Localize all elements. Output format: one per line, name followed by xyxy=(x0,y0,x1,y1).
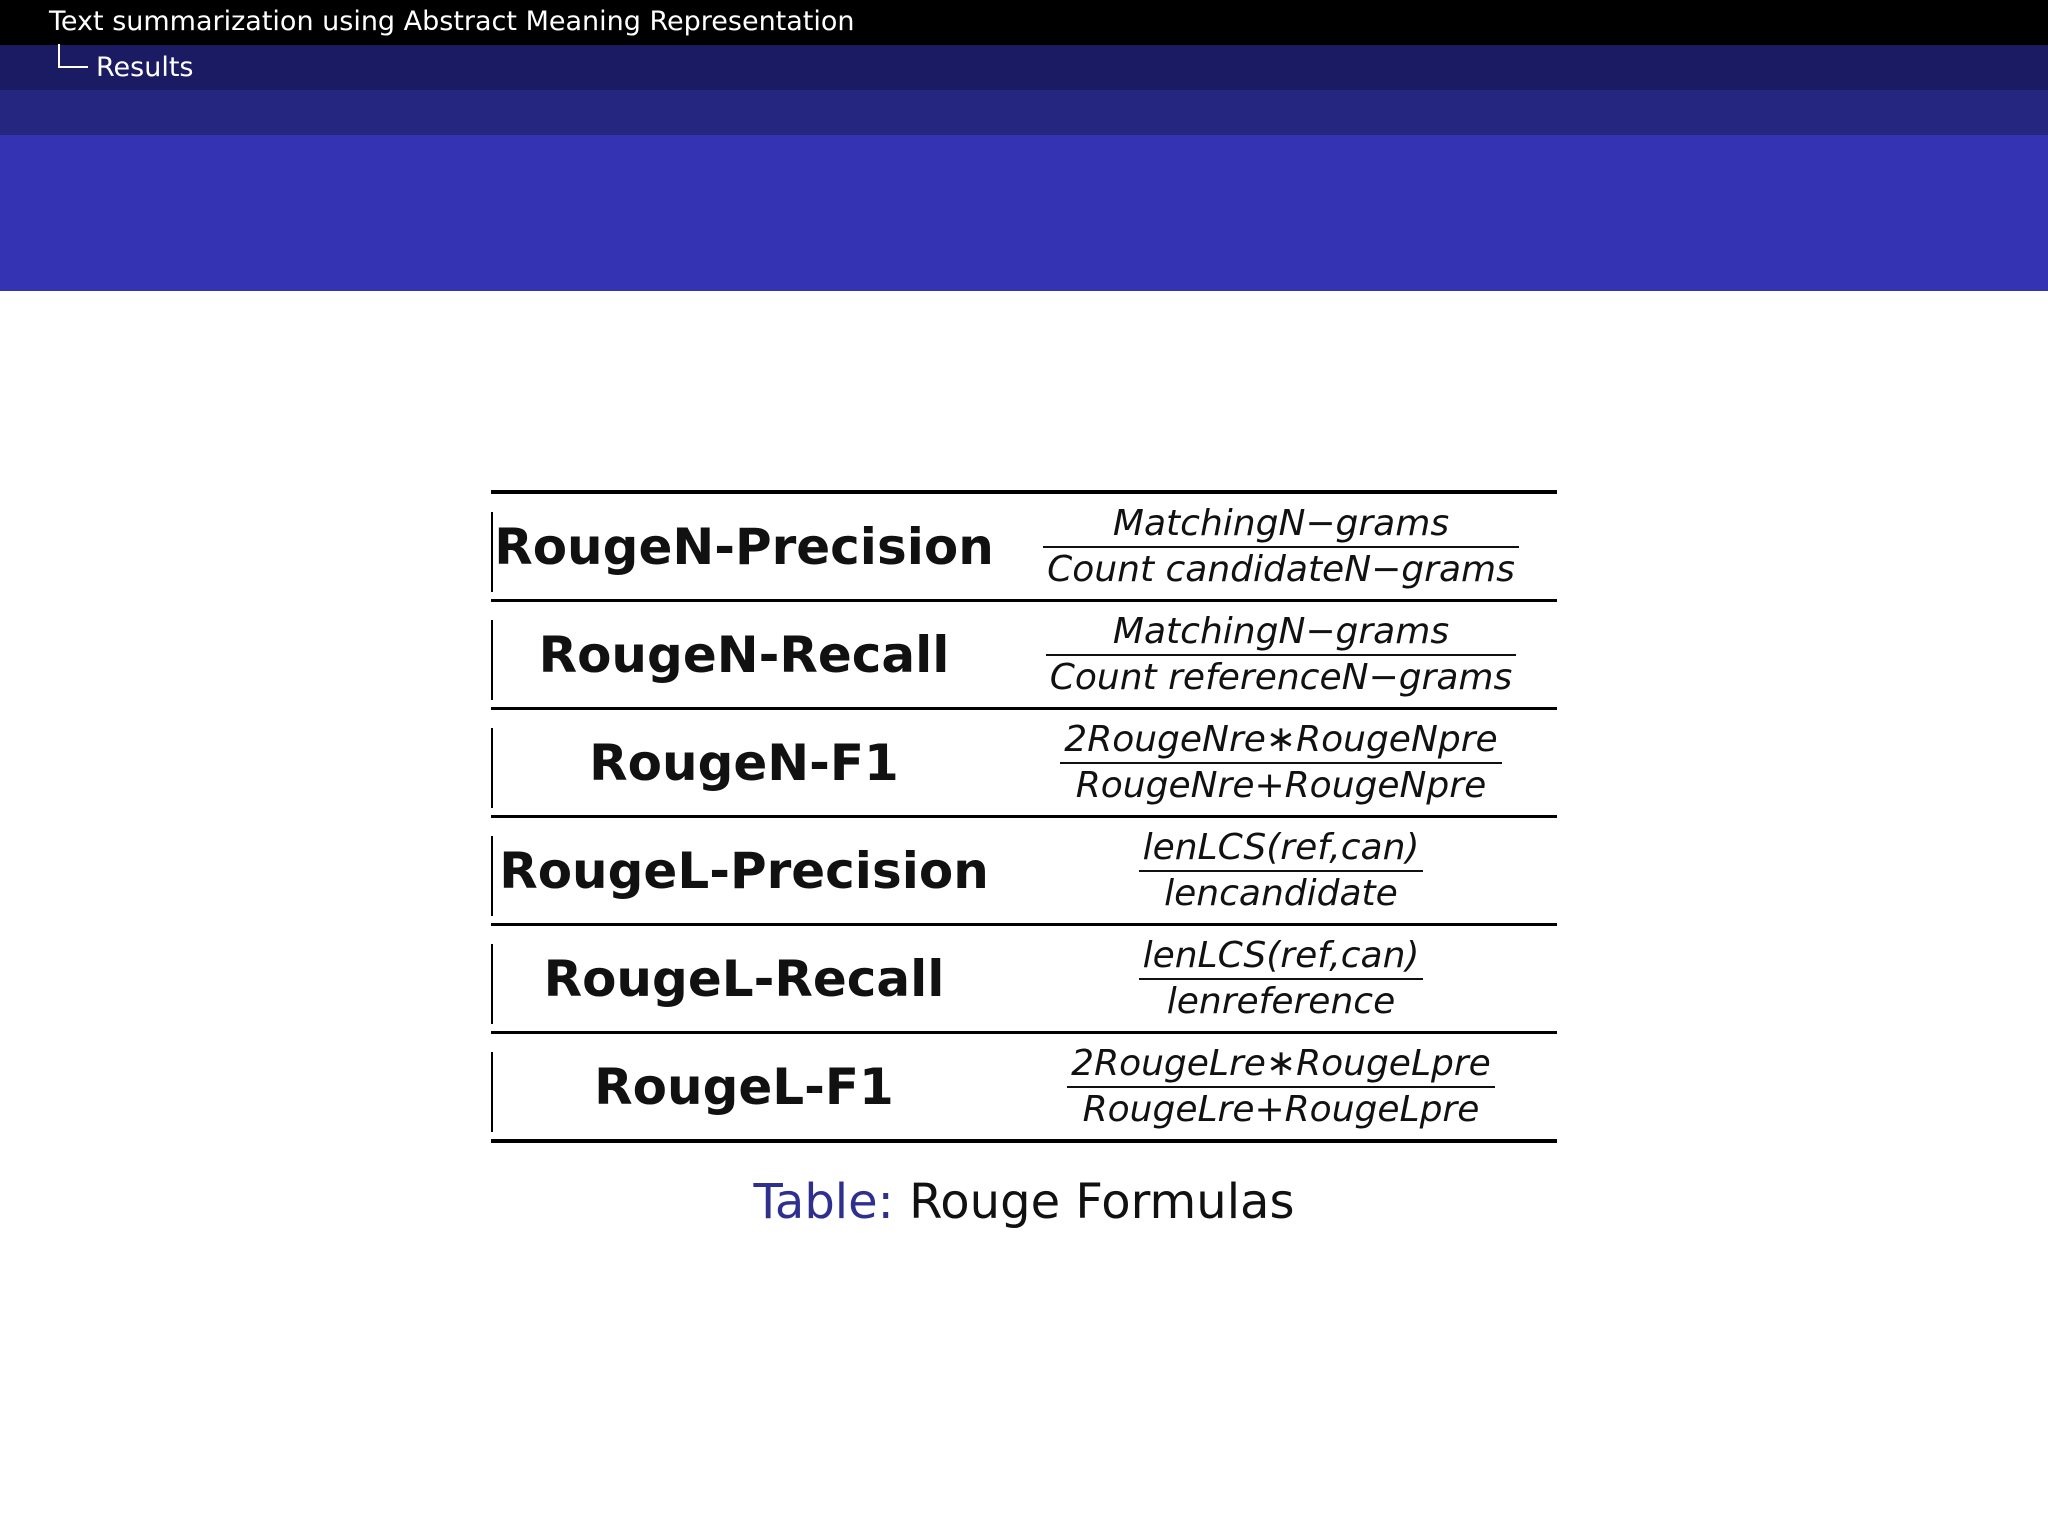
formula-numerator: MatchingN−grams xyxy=(1112,502,1450,544)
formula-cell xyxy=(1031,926,1531,1031)
subheader-bar xyxy=(0,45,2048,90)
row-left-border xyxy=(491,944,493,1024)
formula-numerator: 2RougeNre∗RougeNpre xyxy=(1064,718,1498,760)
formula-numerator: lenLCS(ref,can) xyxy=(1142,934,1420,976)
formula-denominator: Count referenceN−grams xyxy=(1049,656,1513,698)
table-row xyxy=(491,926,1557,1031)
caption-text: Rouge Formulas xyxy=(909,1174,1295,1230)
caption-label: Table: xyxy=(753,1174,894,1230)
table-row xyxy=(491,818,1557,923)
formula-cell xyxy=(1031,818,1531,923)
rouge-formula-table xyxy=(491,490,1557,1143)
formula-fraction xyxy=(1139,826,1424,916)
header-band xyxy=(0,90,2048,135)
formula-numerator: lenLCS(ref,can) xyxy=(1142,826,1420,868)
formula-denominator: lenreference xyxy=(1166,980,1396,1022)
metric-name: RougeL-Precision xyxy=(499,841,989,900)
formula-numerator: 2RougeLre∗RougeLpre xyxy=(1071,1042,1491,1084)
formula-denominator: RougeLre+RougeLpre xyxy=(1082,1088,1480,1130)
formula-cell xyxy=(1031,1034,1531,1139)
metric-name: RougeN-Recall xyxy=(538,625,950,684)
metric-name: RougeL-Recall xyxy=(543,949,945,1008)
metric-name: RougeN-F1 xyxy=(589,733,899,792)
formula-denominator: RougeNre+RougeNpre xyxy=(1075,764,1487,806)
formula-fraction xyxy=(1060,718,1501,808)
table-row xyxy=(491,1034,1557,1139)
table-row xyxy=(491,494,1557,599)
frame-title-bar xyxy=(0,135,2048,399)
table-bottom-rule xyxy=(491,1139,1557,1143)
document-title: Text summarization using Abstract Meaning Representation xyxy=(49,6,855,37)
formula-cell xyxy=(1031,710,1531,815)
formula-fraction xyxy=(1046,610,1516,700)
table-row xyxy=(491,710,1557,815)
section-title: Results xyxy=(96,52,194,83)
row-left-border xyxy=(491,836,493,916)
formula-numerator: MatchingN−grams xyxy=(1112,610,1450,652)
row-left-border xyxy=(491,512,493,592)
row-left-border xyxy=(491,728,493,808)
frame-title: Rouge xyxy=(49,310,289,399)
formula-denominator: Count candidateN−grams xyxy=(1047,548,1515,590)
metric-name: RougeN-Precision xyxy=(494,517,994,576)
formula-fraction xyxy=(1139,934,1424,1024)
row-left-border xyxy=(491,1052,493,1132)
row-left-border xyxy=(491,620,493,700)
formula-denominator: lencandidate xyxy=(1164,872,1398,914)
formula-cell xyxy=(1031,602,1531,707)
table-caption xyxy=(0,1172,2048,1232)
formula-cell xyxy=(1031,494,1531,599)
table-row xyxy=(491,602,1557,707)
header-bar xyxy=(0,0,2048,45)
formula-fraction xyxy=(1067,1042,1495,1132)
metric-name: RougeL-F1 xyxy=(594,1057,894,1116)
section-tree-connector-icon xyxy=(58,44,88,68)
formula-fraction xyxy=(1043,502,1519,592)
